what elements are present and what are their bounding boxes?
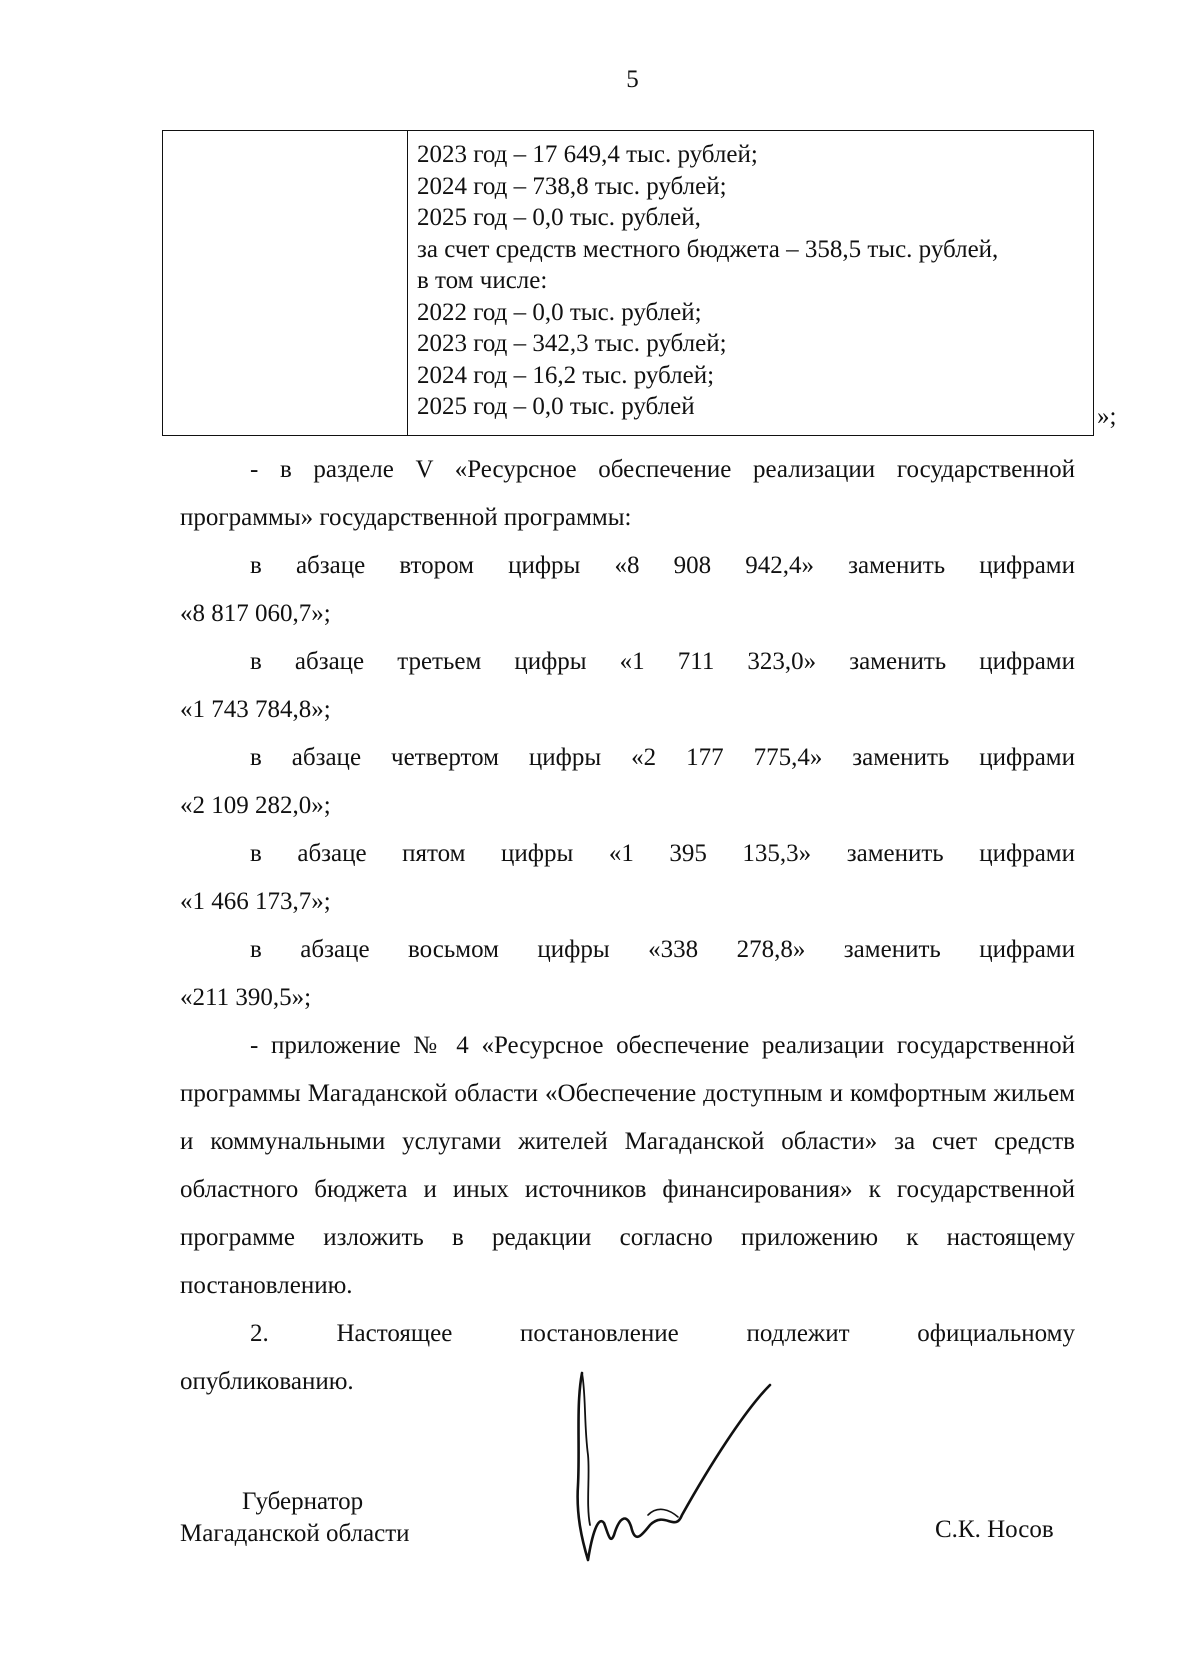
appendix-paragraph: - приложение № 4 «Ресурсное обеспечение реализации государственной программы Магаданской области «Обеспечение доступным и комфортным жильем и коммунальными услугами жителей Магаданской области» за счет средств областного бюджета и иных источников финансирования» к государственной программе изложить в редакции согласно приложению к настоящему постановлению. bbox=[180, 1032, 1075, 1299]
table-line: 2023 год – 342,3 тыс. рублей; bbox=[417, 330, 727, 357]
replacement-first-line: в абзаце втором цифры «8 908 942,4» заменить цифрами bbox=[250, 552, 1075, 579]
budget-table bbox=[162, 130, 1094, 436]
handwritten-signature bbox=[570, 1365, 810, 1575]
section-v-paragraph bbox=[180, 446, 1075, 542]
replacement-first-line: в абзаце пятом цифры «1 395 135,3» заменить цифрами bbox=[250, 840, 1075, 867]
replacement-first-line: в абзаце восьмом цифры «338 278,8» заменить цифрами bbox=[250, 936, 1075, 963]
table-line: 2025 год – 0,0 тыс. рублей, bbox=[417, 204, 701, 231]
publication-line-1: 2. Настоящее постановление подлежит официальному bbox=[250, 1320, 1075, 1347]
table-line: за счет средств местного бюджета – 358,5 тыс. рублей, bbox=[417, 235, 999, 263]
section-v-line-1: - в разделе V «Ресурсное обеспечение реализации государственной bbox=[250, 456, 1075, 483]
page-number: 5 bbox=[626, 66, 639, 93]
replacement-second-line: «2 109 282,0»; bbox=[180, 792, 331, 819]
table-left-cell bbox=[163, 131, 408, 435]
table-line: 2025 год – 0,0 тыс. рублей bbox=[417, 393, 695, 420]
replacement-item bbox=[180, 542, 1075, 638]
table-line: 2023 год – 17 649,4 тыс. рублей; bbox=[417, 141, 758, 168]
governor-title-line-1: Губернатор bbox=[242, 1488, 364, 1515]
table-right-cell bbox=[417, 139, 1089, 423]
governor-title bbox=[180, 1486, 410, 1550]
governor-name: С.К. Носов bbox=[935, 1516, 1054, 1543]
replacement-second-line: «8 817 060,7»; bbox=[180, 600, 331, 627]
replacement-item bbox=[180, 830, 1075, 926]
replacement-item bbox=[180, 926, 1075, 1022]
table-line: 2024 год – 16,2 тыс. рублей; bbox=[417, 361, 715, 389]
publication-line-2: опубликованию. bbox=[180, 1368, 354, 1395]
table-line: в том числе: bbox=[417, 267, 548, 294]
replacement-item bbox=[180, 638, 1075, 734]
replacement-second-line: «211 390,5»; bbox=[180, 984, 312, 1011]
replacement-second-line: «1 743 784,8»; bbox=[180, 696, 331, 723]
table-line: 2022 год – 0,0 тыс. рублей; bbox=[417, 298, 702, 326]
section-v-line-2: программы» государственной программы: bbox=[180, 504, 632, 531]
replacement-item bbox=[180, 734, 1075, 830]
replacement-first-line: в абзаце третьем цифры «1 711 323,0» заменить цифрами bbox=[250, 648, 1075, 675]
table-line: 2024 год – 738,8 тыс. рублей; bbox=[417, 172, 727, 200]
closing-quote-mark: »; bbox=[1097, 403, 1117, 430]
replacement-first-line: в абзаце четвертом цифры «2 177 775,4» заменить цифрами bbox=[250, 744, 1075, 771]
governor-title-line-2: Магаданской области bbox=[180, 1520, 410, 1547]
replacement-second-line: «1 466 173,7»; bbox=[180, 888, 331, 915]
